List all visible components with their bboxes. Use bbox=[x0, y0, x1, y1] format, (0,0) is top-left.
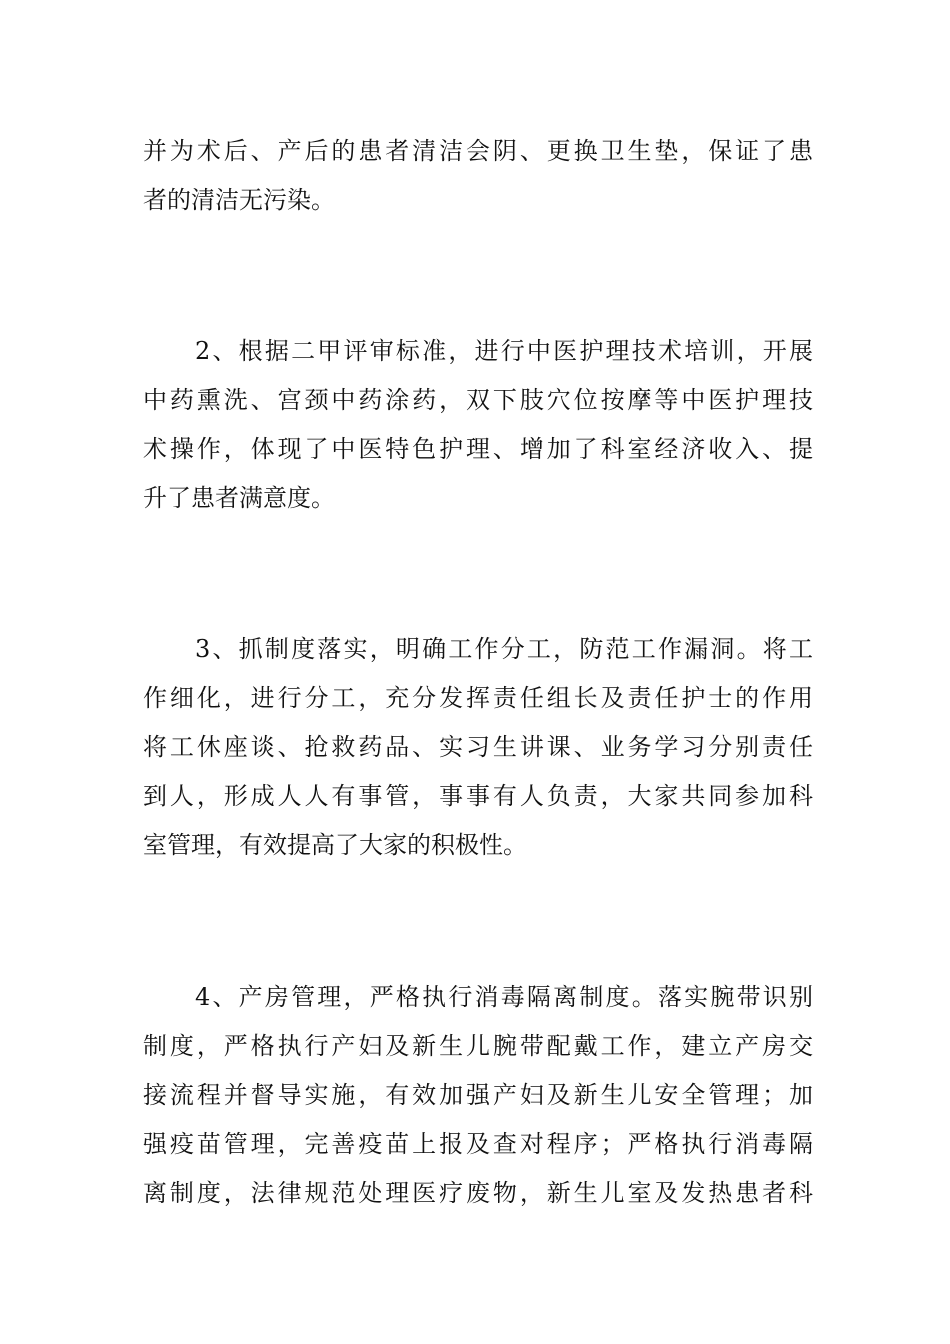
paragraph-2-line-3: 术操作，体现了中医特色护理、增加了科室经济收入、提 bbox=[143, 435, 813, 463]
paragraph-3-line-5: 室管理，有效提高了大家的积极性。 bbox=[143, 831, 527, 859]
paragraph-4-line-2: 制度，严格执行产妇及新生儿腕带配戴工作，建立产房交 bbox=[143, 1032, 813, 1060]
paragraph-4-line-1: 4、产房管理，严格执行消毒隔离制度。落实腕带识别 bbox=[195, 983, 813, 1011]
paragraph-3-line-3: 将工休座谈、抢救药品、实习生讲课、业务学习分别责任 bbox=[143, 733, 813, 761]
paragraph-4-line-3: 接流程并督导实施，有效加强产妇及新生儿安全管理；加 bbox=[143, 1081, 813, 1109]
paragraph-2-line-2: 中药熏洗、宫颈中药涂药，双下肢穴位按摩等中医护理技 bbox=[143, 386, 813, 414]
paragraph-1-line-2: 者的清洁无污染。 bbox=[143, 186, 335, 214]
paragraph-2-line-4: 升了患者满意度。 bbox=[143, 484, 335, 512]
paragraph-4-line-5: 离制度，法律规范处理医疗废物，新生儿室及发热患者科 bbox=[143, 1179, 813, 1207]
paragraph-3-line-1: 3、抓制度落实，明确工作分工，防范工作漏洞。将工 bbox=[195, 635, 813, 663]
paragraph-3-line-2: 作细化，进行分工，充分发挥责任组长及责任护士的作用 bbox=[143, 684, 813, 712]
paragraph-3-line-4: 到人，形成人人有事管，事事有人负责，大家共同参加科 bbox=[143, 782, 813, 810]
paragraph-4-line-4: 强疫苗管理，完善疫苗上报及查对程序；严格执行消毒隔 bbox=[143, 1130, 813, 1158]
paragraph-2-line-1: 2、根据二甲评审标准，进行中医护理技术培训，开展 bbox=[195, 337, 813, 365]
paragraph-1-line-1: 并为术后、产后的患者清洁会阴、更换卫生垫，保证了患 bbox=[143, 137, 813, 165]
